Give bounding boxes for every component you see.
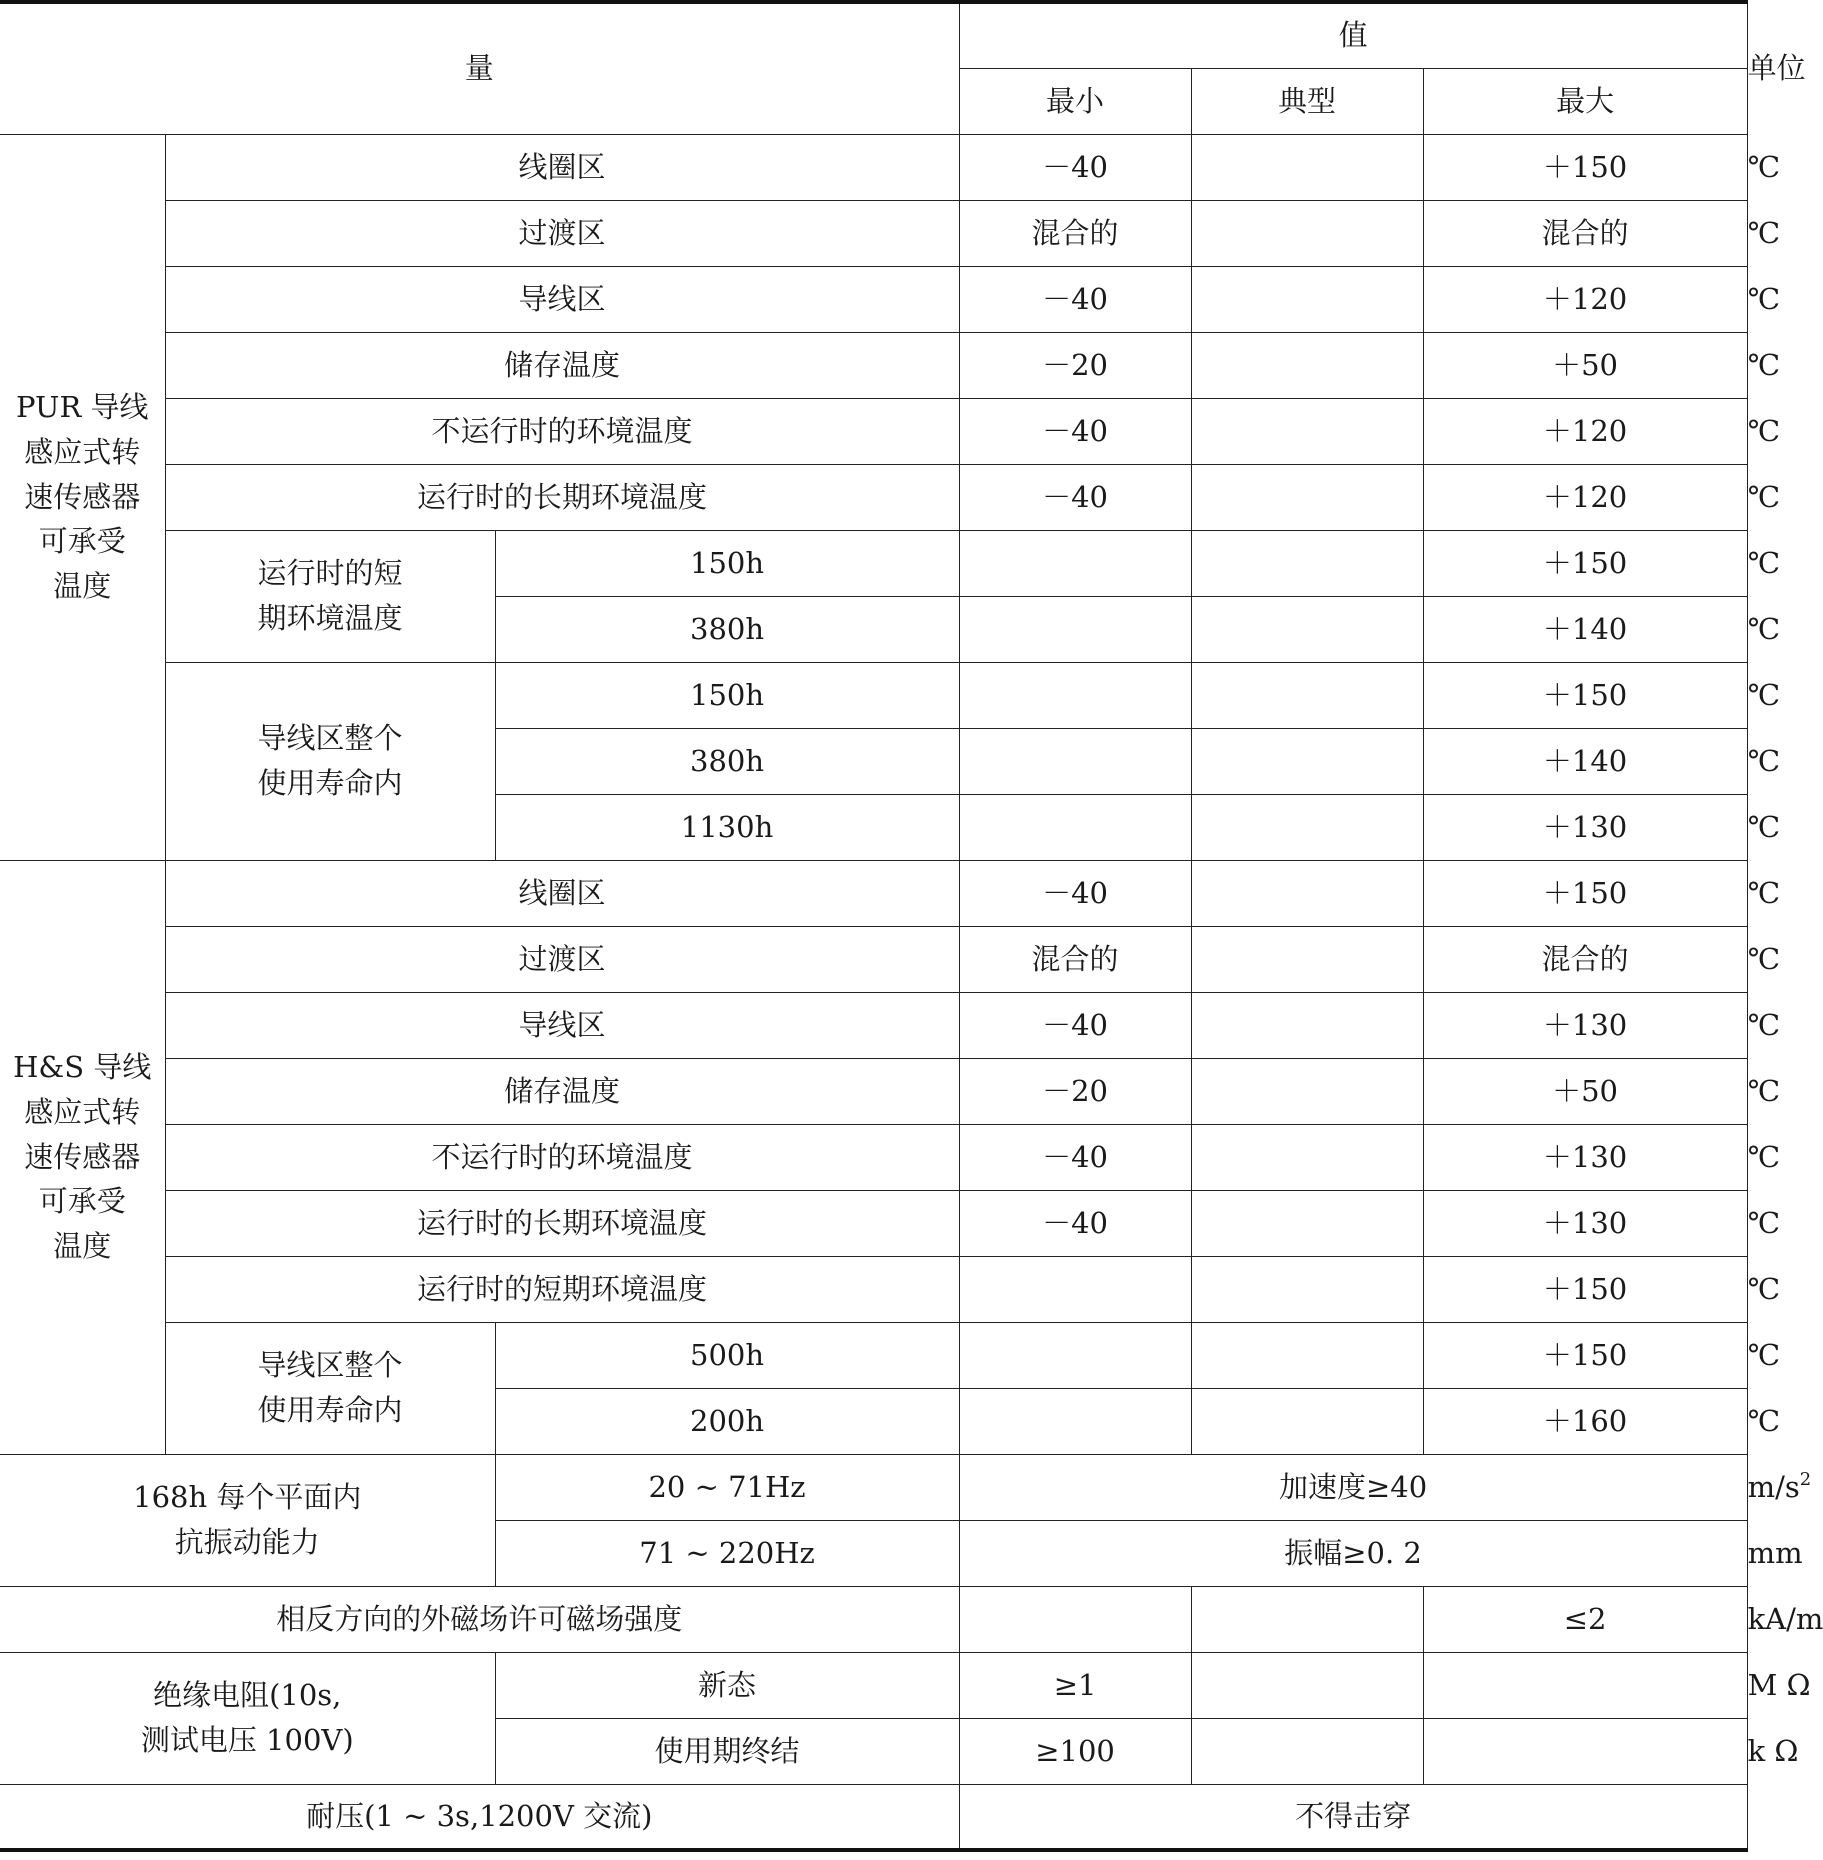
insulation-label: 绝缘电阻(10s, 测试电压 100V) [0, 1652, 495, 1784]
min-cell [959, 530, 1191, 596]
pur-lifetime-label: 导线区整个 使用寿命内 [165, 662, 495, 860]
typ-cell [1191, 662, 1423, 728]
header-value: 值 [959, 2, 1747, 68]
typ-cell [1191, 1058, 1423, 1124]
max-cell: ＋140 [1423, 596, 1747, 662]
min-cell: －40 [959, 860, 1191, 926]
pur-group-label: PUR 导线 感应式转 速传感器 可承受 温度 [0, 134, 165, 860]
typ-cell [1191, 728, 1423, 794]
min-cell: －40 [959, 1190, 1191, 1256]
max-cell: ＋120 [1423, 266, 1747, 332]
table-row: 导线区 －40 ＋130 ℃ [0, 992, 1747, 1058]
max-cell: ＋150 [1423, 134, 1747, 200]
table-row: 1130h ＋130 ℃ [0, 794, 1747, 860]
min-cell: －40 [959, 134, 1191, 200]
typ-cell [1191, 464, 1423, 530]
max-cell: ＋150 [1423, 1256, 1747, 1322]
dielectric-label: 耐压(1 ~ 3s,1200V 交流) [0, 1784, 959, 1850]
table-row: 相反方向的外磁场许可磁场强度 ≤2 kA/m [0, 1586, 1747, 1652]
table-row: 71 ~ 220Hz 振幅≥0. 2 mm [0, 1520, 1747, 1586]
min-cell: 混合的 [959, 926, 1191, 992]
min-cell [959, 794, 1191, 860]
table-row: 运行时的短 期环境温度 150h ＋150 ℃ [0, 530, 1747, 596]
table-row: 380h ＋140 ℃ [0, 728, 1747, 794]
typ-cell [1191, 1124, 1423, 1190]
row-label: 储存温度 [165, 1058, 959, 1124]
min-cell: 混合的 [959, 200, 1191, 266]
row-label: 导线区 [165, 266, 959, 332]
max-cell: ＋130 [1423, 794, 1747, 860]
vibration-value: 加速度≥40 [959, 1454, 1747, 1520]
typ-cell [1191, 860, 1423, 926]
table-row: 储存温度 －20 ＋50 ℃ [0, 1058, 1747, 1124]
min-cell: －40 [959, 1124, 1191, 1190]
table-row: 不运行时的环境温度 －40 ＋120 ℃ [0, 398, 1747, 464]
min-cell: ≥1 [959, 1652, 1191, 1718]
min-cell [959, 662, 1191, 728]
min-cell: －20 [959, 1058, 1191, 1124]
max-cell: 混合的 [1423, 926, 1747, 992]
min-cell [959, 1322, 1191, 1388]
max-cell: ＋130 [1423, 992, 1747, 1058]
table-row: 使用期终结 ≥100 k Ω [0, 1718, 1747, 1784]
row-label: 过渡区 [165, 200, 959, 266]
typ-cell [1191, 200, 1423, 266]
max-cell: ＋150 [1423, 860, 1747, 926]
max-cell: ＋140 [1423, 728, 1747, 794]
typ-cell [1191, 1586, 1423, 1652]
row-label: 导线区 [165, 992, 959, 1058]
duration-cell: 200h [495, 1388, 959, 1454]
table-row: 过渡区 混合的 混合的 ℃ [0, 200, 1747, 266]
state-cell: 新态 [495, 1652, 959, 1718]
max-cell: 混合的 [1423, 200, 1747, 266]
row-label: 不运行时的环境温度 [165, 1124, 959, 1190]
magnetic-label: 相反方向的外磁场许可磁场强度 [0, 1586, 959, 1652]
typ-cell [1191, 332, 1423, 398]
row-label: 运行时的短期环境温度 [165, 1256, 959, 1322]
table-row: 168h 每个平面内 抗振动能力 20 ~ 71Hz 加速度≥40 $m/s^2$ [0, 1454, 1747, 1520]
min-cell: －40 [959, 266, 1191, 332]
typ-cell [1191, 398, 1423, 464]
frequency-range: 71 ~ 220Hz [495, 1520, 959, 1586]
min-cell: －40 [959, 992, 1191, 1058]
typ-cell [1191, 1718, 1423, 1784]
row-label: 过渡区 [165, 926, 959, 992]
max-cell: ＋150 [1423, 530, 1747, 596]
table-row: 运行时的长期环境温度 －40 ＋120 ℃ [0, 464, 1747, 530]
min-cell: －40 [959, 464, 1191, 530]
min-cell: ≥100 [959, 1718, 1191, 1784]
table-row: 不运行时的环境温度 －40 ＋130 ℃ [0, 1124, 1747, 1190]
typ-cell [1191, 794, 1423, 860]
table-row: PUR 导线 感应式转 速传感器 可承受 温度 线圈区 －40 ＋150 ℃ [0, 134, 1747, 200]
vibration-value: 振幅≥0. 2 [959, 1520, 1747, 1586]
typ-cell [1191, 992, 1423, 1058]
table-row: 运行时的长期环境温度 －40 ＋130 ℃ [0, 1190, 1747, 1256]
row-label: 运行时的长期环境温度 [165, 1190, 959, 1256]
table-row: 运行时的短期环境温度 ＋150 ℃ [0, 1256, 1747, 1322]
spec-table: 量 值 单位 最小 典型 最大 PUR 导线 感应式转 速传感器 可承受 温度 线圈区 －40 ＋150 ℃ 过渡区 混合的 混合的 ℃ 导线区 －40 ＋120 ℃ 储存温度 －20 ＋50 ℃ 不运行时的环境温度 －40 ＋120 ℃ 运行时的长期环境温度 －40 ＋120 ℃ 运行时的短 期环境温度 150h ＋150 ℃ 380h ＋140 ℃ 导线区整个 使用寿命内 150h ＋150 ℃ 380h ＋140 ℃ 1130h ＋130 ℃ H&S 导线 感应式转 速传感器 可承受 温度 线圈区 －40 ＋150 ℃ 过渡区 混合的 混合的 ℃ 导线区 －40 ＋130 ℃ 储存温度 －20 ＋50 ℃ 不运行时的环境温度 －40 ＋130 ℃ 运行时的长期环境温度 －40 ＋130 ℃ 运行时的短期环境温度 ＋150 ℃ 导线区整个 使用寿命内 500h ＋150 ℃ 200h ＋160 ℃ 168h 每个平面内 抗振动能力 20 ~ 71Hz 加速度≥40 $m/s^2$ 71 ~ 220Hz 振幅≥0. 2 mm 相反方向的外磁场许可磁场强度 ≤2 kA/m 绝缘电阻(10s, 测试电压 100V) 新态 ≥1 M Ω 使用期终结 ≥100 k Ω 耐压(1 ~ 3s,1200V 交流) 不得击穿 [0, 0, 1747, 1852]
header-typ: 典型 [1191, 68, 1423, 134]
row-label: 不运行时的环境温度 [165, 398, 959, 464]
typ-cell [1191, 1256, 1423, 1322]
max-cell: ＋120 [1423, 464, 1747, 530]
typ-cell [1191, 530, 1423, 596]
max-cell [1423, 1718, 1747, 1784]
typ-cell [1191, 1190, 1423, 1256]
table-row: 绝缘电阻(10s, 测试电压 100V) 新态 ≥1 M Ω [0, 1652, 1747, 1718]
pur-short-term-label: 运行时的短 期环境温度 [165, 530, 495, 662]
max-cell: ＋130 [1423, 1190, 1747, 1256]
max-cell: ＋50 [1423, 332, 1747, 398]
table-row: 导线区整个 使用寿命内 500h ＋150 ℃ [0, 1322, 1747, 1388]
header-quantity: 量 [0, 2, 959, 134]
duration-cell: 150h [495, 662, 959, 728]
typ-cell [1191, 1652, 1423, 1718]
duration-cell: 500h [495, 1322, 959, 1388]
typ-cell [1191, 266, 1423, 332]
typ-cell [1191, 596, 1423, 662]
min-cell [959, 1256, 1191, 1322]
table-row: 200h ＋160 ℃ [0, 1388, 1747, 1454]
typ-cell [1191, 1388, 1423, 1454]
header-max: 最大 [1423, 68, 1747, 134]
min-cell [959, 596, 1191, 662]
state-cell: 使用期终结 [495, 1718, 959, 1784]
table-row: 导线区 －40 ＋120 ℃ [0, 266, 1747, 332]
table-row: 过渡区 混合的 混合的 ℃ [0, 926, 1747, 992]
typ-cell [1191, 1322, 1423, 1388]
hs-lifetime-label: 导线区整个 使用寿命内 [165, 1322, 495, 1454]
max-cell: ＋120 [1423, 398, 1747, 464]
table-row: 储存温度 －20 ＋50 ℃ [0, 332, 1747, 398]
max-cell: ≤2 [1423, 1586, 1747, 1652]
row-label: 运行时的长期环境温度 [165, 464, 959, 530]
frequency-range: 20 ~ 71Hz [495, 1454, 959, 1520]
duration-cell: 380h [495, 728, 959, 794]
max-cell: ＋50 [1423, 1058, 1747, 1124]
row-label: 线圈区 [165, 134, 959, 200]
table-row: H&S 导线 感应式转 速传感器 可承受 温度 线圈区 －40 ＋150 ℃ [0, 860, 1747, 926]
min-cell [959, 728, 1191, 794]
duration-cell: 150h [495, 530, 959, 596]
table-row: 导线区整个 使用寿命内 150h ＋150 ℃ [0, 662, 1747, 728]
table-row: 380h ＋140 ℃ [0, 596, 1747, 662]
table-row [0, 1784, 1747, 1850]
hs-group-label: H&S 导线 感应式转 速传感器 可承受 温度 [0, 860, 165, 1454]
vibration-label: 168h 每个平面内 抗振动能力 [0, 1454, 495, 1586]
max-cell: ＋160 [1423, 1388, 1747, 1454]
duration-cell: 1130h [495, 794, 959, 860]
typ-cell [1191, 134, 1423, 200]
max-cell [1423, 1652, 1747, 1718]
header-min: 最小 [959, 68, 1191, 134]
row-label: 储存温度 [165, 332, 959, 398]
min-cell [959, 1586, 1191, 1652]
min-cell: －40 [959, 398, 1191, 464]
min-cell: －20 [959, 332, 1191, 398]
dielectric-value: 不得击穿 [959, 1784, 1747, 1850]
max-cell: ＋130 [1423, 1124, 1747, 1190]
typ-cell [1191, 926, 1423, 992]
duration-cell: 380h [495, 596, 959, 662]
min-cell [959, 1388, 1191, 1454]
max-cell: ＋150 [1423, 1322, 1747, 1388]
row-label: 线圈区 [165, 860, 959, 926]
max-cell: ＋150 [1423, 662, 1747, 728]
